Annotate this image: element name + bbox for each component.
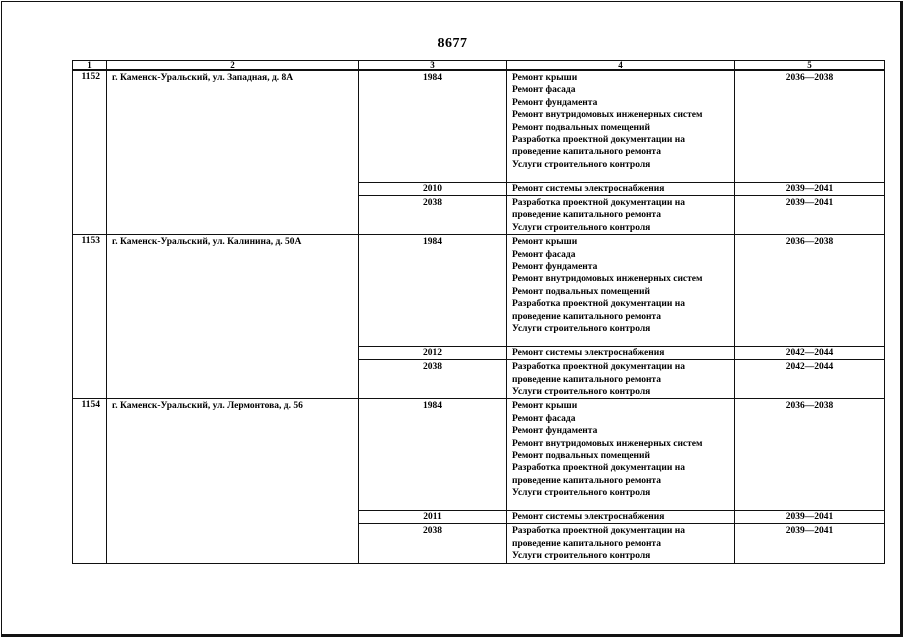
page-number: 8677 xyxy=(437,36,468,51)
work-item: Услуги строительного контроля xyxy=(512,324,651,335)
work-item: проведение капитального ремонта xyxy=(512,147,661,158)
work-item: Разработка проектной документации на xyxy=(512,198,685,208)
work-item: Разработка проектной документации на xyxy=(512,526,685,537)
works-cell xyxy=(507,196,735,235)
year-cell: 2038 xyxy=(359,196,507,235)
year-cell: 1984 xyxy=(359,70,507,183)
work-item: Разработка проектной документации на xyxy=(512,135,685,146)
work-item: Услуги строительного контроля xyxy=(512,159,651,170)
work-item: Разработка проектной документации на xyxy=(512,463,685,474)
work-item: Ремонт внутридомовых инженерных систем xyxy=(512,438,703,449)
record-address: г. Каменск-Уральский, ул. Калинина, д. 50А xyxy=(107,235,359,399)
work-item: проведение капитального ремонта xyxy=(512,475,661,486)
work-item: проведение капитального ремонта xyxy=(512,538,661,549)
work-item: Разработка проектной документации на xyxy=(512,362,685,373)
period-cell: 2036—2038 xyxy=(735,70,885,183)
work-item: Ремонт системы электроснабжения xyxy=(512,348,665,359)
work-item: Ремонт фасада xyxy=(512,85,576,96)
year-cell: 2038 xyxy=(359,524,507,563)
works-cell xyxy=(507,399,735,511)
record-address: г. Каменск-Уральский, ул. Западная, д. 8А xyxy=(107,70,359,235)
work-item: проведение капитального ремонта xyxy=(512,374,661,385)
record-address: г. Каменск-Уральский, ул. Лермонтова, д. 56 xyxy=(107,399,359,563)
header-col-1: 1 xyxy=(73,61,107,71)
works-cell xyxy=(507,511,735,524)
work-item: Ремонт системы электроснабжения xyxy=(512,184,665,194)
period-cell: 2039—2041 xyxy=(735,524,885,563)
work-item: проведение капитального ремонта xyxy=(512,210,661,221)
record-number: 1154 xyxy=(73,399,107,563)
record-number: 1152 xyxy=(73,70,107,235)
work-item: Услуги строительного контроля xyxy=(512,488,651,499)
period-cell: 2036—2038 xyxy=(735,399,885,511)
work-item: Услуги строительного контроля xyxy=(512,387,651,398)
period-cell: 2039—2041 xyxy=(735,196,885,235)
period-cell: 2039—2041 xyxy=(735,511,885,524)
work-item: Ремонт фундамента xyxy=(512,262,598,273)
work-item: Ремонт подвальных помещений xyxy=(512,286,650,297)
period-cell: 2036—2038 xyxy=(735,235,885,347)
work-item: Услуги строительного контроля xyxy=(512,222,651,233)
work-item: Ремонт подвальных помещений xyxy=(512,122,650,133)
table-row xyxy=(73,399,885,511)
header-col-4: 4 xyxy=(507,61,735,71)
work-item: Ремонт системы электроснабжения xyxy=(512,512,665,523)
record-number: 1153 xyxy=(73,235,107,399)
works-cell xyxy=(507,70,735,183)
repair-schedule-table xyxy=(72,60,885,564)
period-cell: 2039—2041 xyxy=(735,183,885,196)
period-cell: 2042—2044 xyxy=(735,347,885,360)
works-cell xyxy=(507,524,735,563)
work-item: Ремонт внутридомовых инженерных систем xyxy=(512,110,703,121)
work-item: Ремонт крыши xyxy=(512,237,578,248)
period-cell: 2042—2044 xyxy=(735,360,885,399)
work-item: Ремонт фундамента xyxy=(512,426,598,437)
work-item: Разработка проектной документации на xyxy=(512,299,685,310)
year-cell: 2038 xyxy=(359,360,507,399)
table-row xyxy=(73,70,885,183)
work-item: Ремонт фасада xyxy=(512,249,576,260)
works-cell xyxy=(507,183,735,196)
year-cell: 1984 xyxy=(359,399,507,511)
table-row xyxy=(73,235,885,347)
year-cell: 2010 xyxy=(359,183,507,196)
work-item: Ремонт фасада xyxy=(512,413,576,424)
work-item: Ремонт подвальных помещений xyxy=(512,451,650,462)
work-item: Ремонт крыши xyxy=(512,73,578,83)
year-cell: 1984 xyxy=(359,235,507,347)
year-cell: 2011 xyxy=(359,511,507,524)
header-col-5: 5 xyxy=(735,61,885,71)
works-cell xyxy=(507,360,735,399)
work-item: проведение капитального ремонта xyxy=(512,311,661,322)
work-item: Ремонт внутридомовых инженерных систем xyxy=(512,274,703,285)
year-cell: 2012 xyxy=(359,347,507,360)
work-item: Ремонт крыши xyxy=(512,401,578,412)
header-row xyxy=(73,61,885,71)
works-cell xyxy=(507,347,735,360)
header-col-3: 3 xyxy=(359,61,507,71)
header-col-2: 2 xyxy=(107,61,359,71)
works-cell xyxy=(507,235,735,347)
table-body xyxy=(73,70,885,563)
work-item: Ремонт фундамента xyxy=(512,97,598,108)
work-item: Услуги строительного контроля xyxy=(512,551,651,562)
